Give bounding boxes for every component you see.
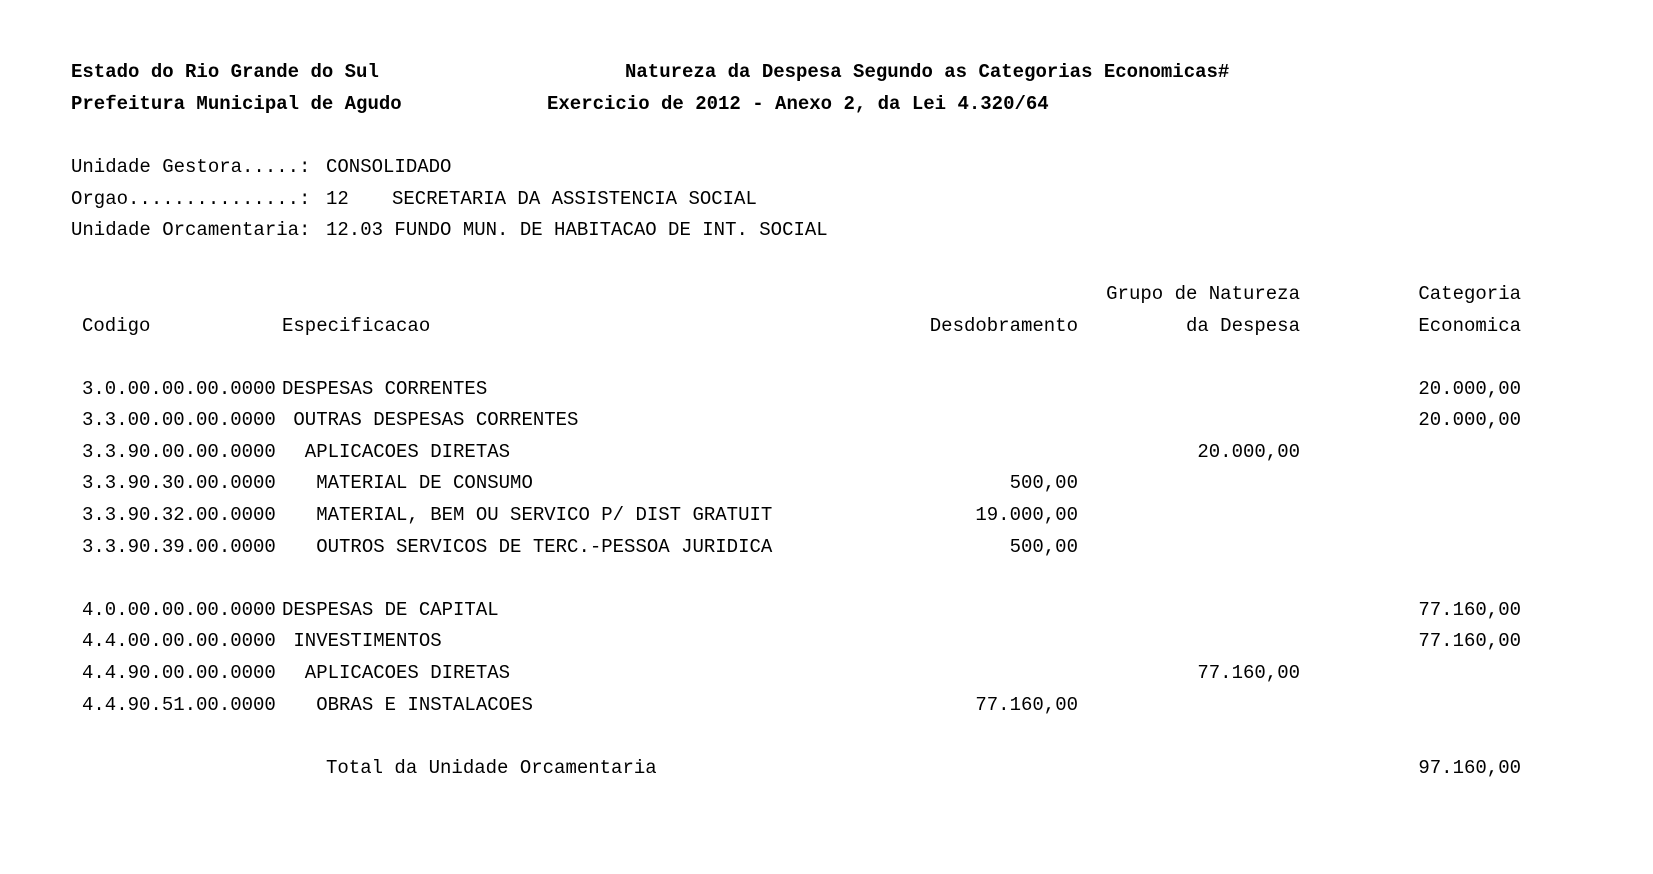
row-code: 3.3.90.00.00.0000: [82, 441, 276, 463]
row-code: 4.4.00.00.00.0000: [82, 630, 276, 652]
row-spec: DESPESAS DE CAPITAL: [282, 599, 499, 621]
row-desdobramento: 500,00: [1009, 472, 1078, 494]
row-spec: APLICACOES DIRETAS: [282, 441, 511, 463]
row-spec: MATERIAL, BEM OU SERVICO P/ DIST GRATUIT: [282, 504, 773, 526]
row-spec: OUTROS SERVICOS DE TERC.-PESSOA JURIDICA: [282, 536, 773, 558]
row-code: 4.0.00.00.00.0000: [82, 599, 276, 621]
total-value: 97.160,00: [1418, 757, 1521, 779]
row-desdobramento: 19.000,00: [975, 504, 1078, 526]
row-spec: DESPESAS CORRENTES: [282, 378, 488, 400]
col-grupo-header-line1: Grupo de Natureza: [1106, 283, 1300, 305]
col-grupo-header-line2: da Despesa: [1185, 315, 1300, 337]
orgao-name: SECRETARIA DA ASSISTENCIA SOCIAL: [392, 188, 757, 210]
row-code: 3.3.90.32.00.0000: [82, 504, 276, 526]
col-especificacao-header: Especificacao: [282, 315, 431, 337]
col-categoria-header-line2: Economica: [1418, 315, 1521, 337]
col-codigo-header: Codigo: [82, 315, 151, 337]
row-code: 4.4.90.51.00.0000: [82, 694, 276, 716]
orgao-label: Orgao...............:: [71, 188, 311, 210]
row-spec: OBRAS E INSTALACOES: [282, 694, 533, 716]
row-categoria: 20.000,00: [1418, 378, 1521, 400]
total-label: Total da Unidade Orcamentaria: [326, 757, 657, 779]
row-spec: APLICACOES DIRETAS: [282, 662, 511, 684]
row-grupo: 20.000,00: [1197, 441, 1300, 463]
row-categoria: 77.160,00: [1418, 630, 1521, 652]
unidade-gestora-label: Unidade Gestora.....:: [71, 156, 311, 178]
report-title: Natureza da Despesa Segundo as Categorias Economicas#: [625, 61, 1230, 83]
col-categoria-header-line1: Categoria: [1418, 283, 1521, 305]
row-grupo: 77.160,00: [1197, 662, 1300, 684]
row-spec: INVESTIMENTOS: [282, 630, 442, 652]
orgao-code: 12: [326, 188, 349, 210]
row-spec: MATERIAL DE CONSUMO: [282, 472, 533, 494]
row-code: 3.3.90.39.00.0000: [82, 536, 276, 558]
state-name: Estado do Rio Grande do Sul: [71, 61, 379, 83]
row-spec: OUTRAS DESPESAS CORRENTES: [282, 409, 579, 431]
unidade-gestora-value: CONSOLIDADO: [326, 156, 452, 178]
municipality-name: Prefeitura Municipal de Agudo: [71, 93, 402, 115]
row-code: 3.3.00.00.00.0000: [82, 409, 276, 431]
row-code: 3.3.90.30.00.0000: [82, 472, 276, 494]
row-code: 3.0.00.00.00.0000: [82, 378, 276, 400]
unidade-orcamentaria-value: 12.03 FUNDO MUN. DE HABITACAO DE INT. SOCIAL: [326, 219, 828, 241]
unidade-orcamentaria-label: Unidade Orcamentaria:: [71, 219, 311, 241]
row-desdobramento: 500,00: [1009, 536, 1078, 558]
row-desdobramento: 77.160,00: [975, 694, 1078, 716]
row-code: 4.4.90.00.00.0000: [82, 662, 276, 684]
row-categoria: 20.000,00: [1418, 409, 1521, 431]
report-subtitle: Exercicio de 2012 - Anexo 2, da Lei 4.320/64: [547, 93, 1049, 115]
row-categoria: 77.160,00: [1418, 599, 1521, 621]
col-desdobramento-header: Desdobramento: [929, 315, 1078, 337]
